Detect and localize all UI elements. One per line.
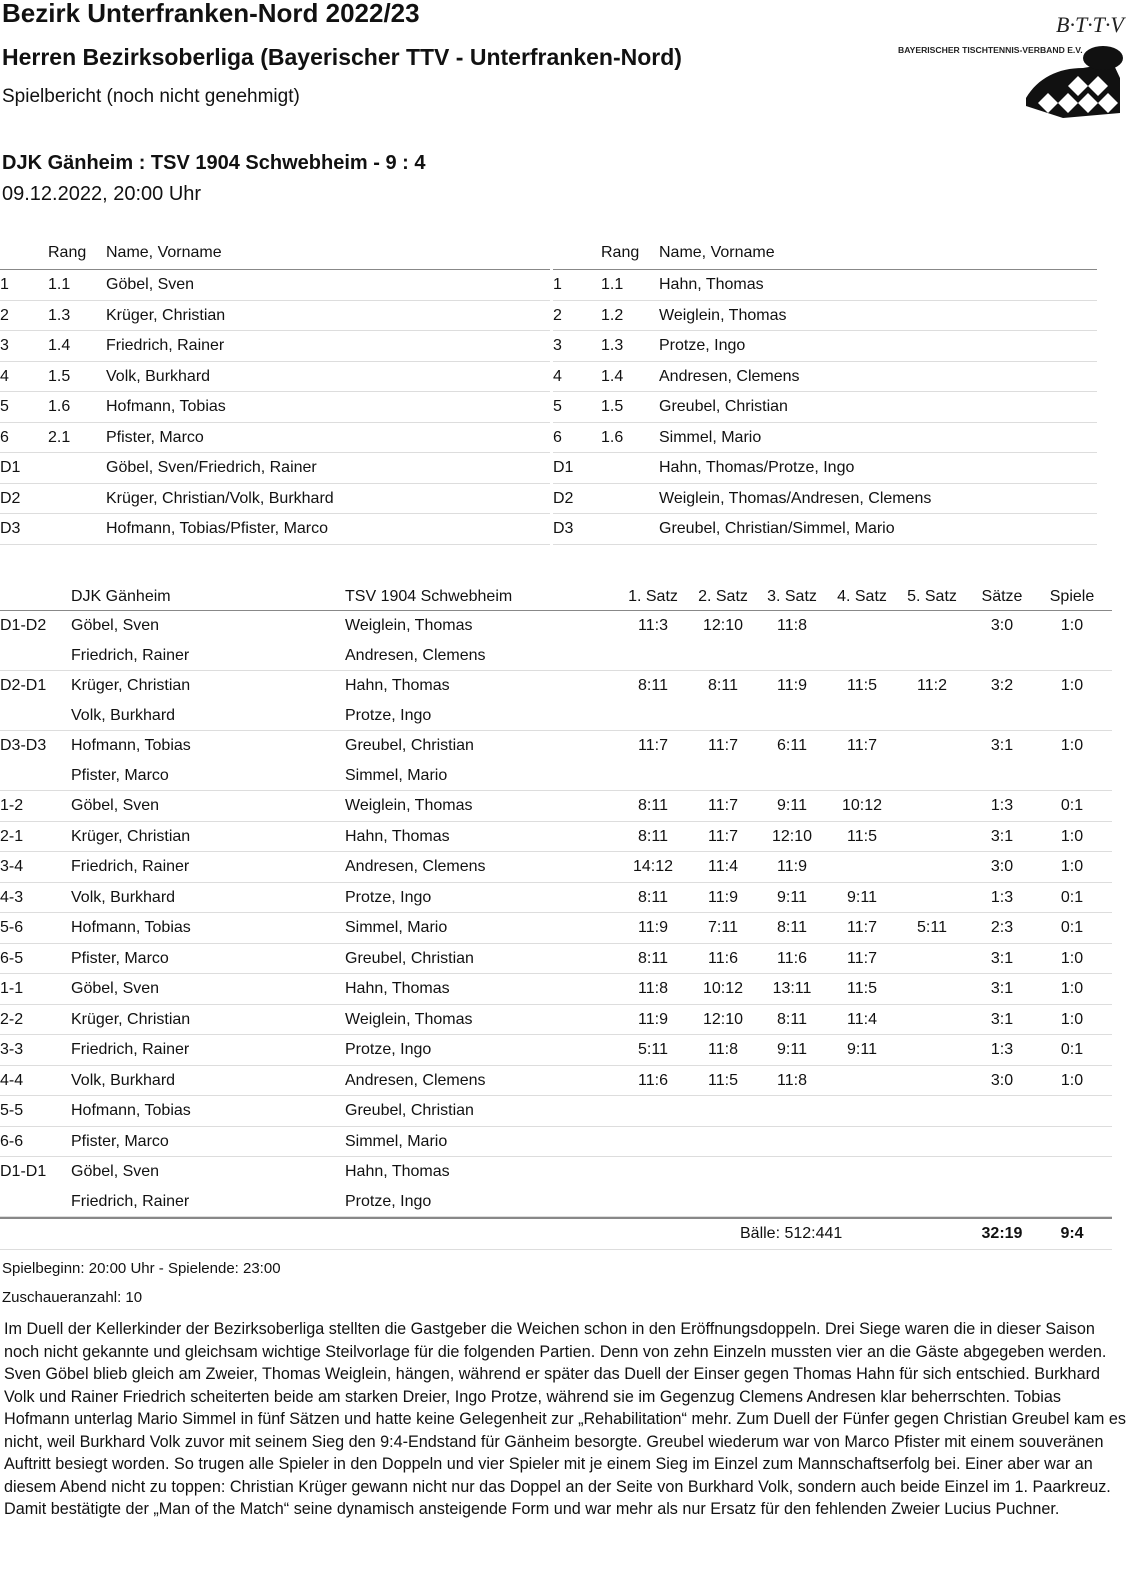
lineup-rank: 1.6: [48, 398, 71, 415]
lineup-name: Pfister, Marco: [106, 428, 204, 446]
match-line: [0, 1005, 1112, 1035]
lineup-rank: 1.1: [48, 276, 71, 293]
set-score-1: 11:3: [638, 617, 668, 634]
spiele-result: 1:0: [1060, 1010, 1084, 1028]
set-score-3: 11:6: [777, 949, 807, 967]
away-player: Weiglein, Thomas: [345, 797, 473, 814]
total-sets: 32:19: [981, 1225, 1023, 1242]
saetze-result: 3:0: [990, 1071, 1014, 1089]
header-set-4: 4. Satz: [837, 588, 887, 605]
match-report-text: Im Duell der Kellerkinder der Bezirksoberliga stellten die Gastgeber die Weichen schon in den Eröffnungsdoppeln. Drei Siege waren die in dieser Saison noch nicht gekannte und gleichsam wichtige Steilvorlage für die folgenden Partien. Denn von zehn Einzeln mussten vier an die Gäste abgegeben werden. Sven Göbel blieb gleich am Zweier, Thomas Weiglein, hängen, während er später das Duell der Einser gegen Thomas Hahn für sich entschied. Burkhard Volk und Rainer Friedrich scheiterten beide am starken Dreier, Ingo Protze, während sie im Gegenzug Clemens Andresen klar beherrschten. Tobias Hofmann unterlag Mario Simmel in fünf Sätzen und hatte keine Gelegenheit zur „Rehabilitation“ mehr. Zum Duell der Fünfer gegen Christian Greubel kam es nicht, weil Burkhard Volk zuvor mit seinem Sieg den 9:4-Endstand für Gänheim besorgte. Greubel wiederum war von Marco Pfister mit einem souveränen Auftritt besiegt worden. So trugen alle Spieler in den Doppeln und vier Spieler mit je einem Sieg im Einzel zum Mannschaftserfolg bei. Einer aber war an diesem Abend nicht zu toppen: Christian Krüger gewann nicht nur das Doppel an der Seite von Burkhard Volk, sondern auch beide Einzel im 1. Paarkreuz. Damit bestätigte der „Man of the Match“ seine dynamisch ansteigende Form und war mehr als nur Ersatz für den fehlenden Zweier Lucius Puchner.: [4, 1320, 1127, 1518]
set-score-3: 8:11: [777, 1010, 807, 1028]
match-line: [0, 944, 1112, 974]
set-score-1: 11:7: [638, 737, 668, 754]
match-row: [0, 974, 1112, 1005]
home-player: Krüger, Christian: [71, 677, 191, 694]
lineup-name: Greubel, Christian: [659, 398, 788, 415]
lineup-name: Friedrich, Rainer: [106, 337, 225, 354]
set-score-2: 7:11: [708, 919, 738, 936]
match-table-header: [0, 582, 1112, 611]
away-player: Hahn, Thomas: [345, 980, 450, 997]
saetze-result: 2:3: [990, 919, 1014, 936]
away-player: Simmel, Mario: [345, 766, 448, 784]
col-name: Name, Vorname: [659, 244, 775, 261]
lineup-rank: 1.5: [48, 367, 71, 385]
lineup-pos: D1: [0, 459, 21, 476]
match-code: 4-4: [0, 1071, 24, 1089]
set-score-5: 11:2: [917, 677, 947, 694]
match-line: [0, 1157, 1112, 1187]
lineup-row: [0, 423, 550, 454]
header-away-team: TSV 1904 Schwebheim: [345, 588, 513, 605]
lineup-row: [553, 331, 1097, 362]
header-saetze: Sätze: [981, 588, 1023, 605]
logo-letters: B·T·T·V: [1056, 12, 1124, 37]
lineup-row: [0, 392, 550, 423]
set-score-3: 6:11: [777, 737, 807, 754]
set-score-2: 11:7: [708, 797, 738, 814]
header-set-1: 1. Satz: [628, 588, 678, 605]
match-line: [0, 611, 1112, 641]
lineup-name: Weiglein, Thomas: [659, 306, 787, 324]
match-line: [0, 701, 1112, 731]
lineup-name: Hofmann, Tobias/Pfister, Marco: [106, 520, 329, 537]
match-rows: [0, 611, 1112, 1217]
lineup-pos: D2: [0, 489, 21, 507]
set-score-1: 8:11: [638, 949, 668, 967]
away-player: Simmel, Mario: [345, 919, 448, 936]
header-spiele: Spiele: [1049, 588, 1095, 605]
home-player: Pfister, Marco: [71, 949, 169, 967]
lineup-row: [0, 484, 550, 515]
match-times: Spielbeginn: 20:00 Uhr - Spielende: 23:00: [2, 1260, 281, 1277]
match-code: D2-D1: [0, 677, 47, 694]
spiele-result: 1:0: [1060, 980, 1084, 997]
match-row: [0, 671, 1112, 731]
home-player: Göbel, Sven: [71, 980, 160, 997]
set-score-4: 11:5: [847, 827, 877, 845]
spiele-result: 1:0: [1060, 617, 1084, 634]
home-player: Volk, Burkhard: [71, 888, 176, 906]
lineup-row: [553, 362, 1097, 393]
match-line: [0, 1035, 1112, 1065]
match-line: [0, 671, 1112, 701]
home-player: Friedrich, Rainer: [71, 1192, 190, 1210]
home-player: Hofmann, Tobias: [71, 737, 191, 754]
lineup-rank: 1.2: [601, 306, 624, 324]
col-name: Name, Vorname: [106, 244, 222, 261]
set-score-4: 11:4: [847, 1010, 877, 1028]
lineup-row: [553, 514, 1097, 545]
match-row: [0, 1066, 1112, 1097]
home-player: Pfister, Marco: [71, 1132, 169, 1150]
lineup-row: [553, 301, 1097, 332]
away-player: Weiglein, Thomas: [345, 617, 473, 634]
lineup-row: [553, 423, 1097, 454]
set-score-4: 9:11: [847, 888, 877, 906]
saetze-result: 1:3: [990, 888, 1014, 906]
page-title: Bezirk Unterfranken-Nord 2022/23: [2, 0, 420, 28]
spiele-result: 0:1: [1060, 888, 1084, 906]
report-status: Spielbericht (noch nicht genehmigt): [2, 86, 300, 107]
match-code: 1-2: [0, 797, 24, 814]
set-score-4: 11:7: [847, 919, 877, 936]
set-score-3: 8:11: [777, 919, 807, 936]
lineup-name: Greubel, Christian/Simmel, Mario: [659, 520, 895, 537]
set-score-2: 11:7: [708, 737, 738, 754]
lineup-name: Andresen, Clemens: [659, 367, 800, 385]
lineup-pos: 6: [553, 428, 562, 446]
home-player: Friedrich, Rainer: [71, 858, 190, 875]
home-player: Krüger, Christian: [71, 827, 191, 845]
set-score-1: 8:11: [638, 827, 668, 845]
lineup-pos: 1: [0, 276, 9, 293]
set-score-3: 11:8: [777, 617, 807, 634]
lineup-name: Weiglein, Thomas/Andresen, Clemens: [659, 489, 932, 507]
lineup-pos: 4: [0, 367, 9, 385]
set-score-4: 10:12: [841, 797, 883, 814]
match-code: 3-4: [0, 858, 24, 875]
match-code: 6-6: [0, 1132, 24, 1150]
set-score-4: 11:7: [847, 949, 877, 967]
lineup-pos: 3: [553, 337, 562, 354]
set-score-2: 12:10: [702, 617, 744, 634]
lineup-pos: 5: [0, 398, 9, 415]
away-player: Andresen, Clemens: [345, 858, 486, 875]
away-player: Greubel, Christian: [345, 1102, 474, 1119]
spiele-result: 1:0: [1060, 677, 1084, 694]
away-lineup-header: [553, 238, 1097, 270]
lineup-row: [0, 270, 550, 301]
set-score-1: 11:6: [638, 1071, 668, 1089]
match-code: 5-5: [0, 1102, 24, 1119]
lineup-row: [0, 301, 550, 332]
home-player: Göbel, Sven: [71, 1163, 160, 1180]
lineup-rank: 1.6: [601, 428, 624, 446]
lineup-name: Göbel, Sven/Friedrich, Rainer: [106, 459, 317, 476]
home-player: Hofmann, Tobias: [71, 1102, 191, 1119]
set-score-2: 12:10: [702, 1010, 744, 1028]
match-row: [0, 1035, 1112, 1066]
away-player: Hahn, Thomas: [345, 1163, 450, 1180]
lineup-pos: 2: [0, 306, 9, 324]
lineup-row: [553, 484, 1097, 515]
spiele-result: 1:0: [1060, 858, 1084, 875]
match-code: 3-3: [0, 1041, 24, 1058]
lineup-rank: 1.5: [601, 398, 624, 415]
match-line: [0, 1187, 1112, 1217]
lineup-rank: 1.3: [601, 337, 624, 354]
spiele-result: 1:0: [1060, 949, 1084, 967]
saetze-result: 3:1: [990, 827, 1014, 845]
logo-text: BAYERISCHER TISCHTENNIS-VERBAND E.V.: [898, 45, 1083, 55]
home-player: Hofmann, Tobias: [71, 919, 191, 936]
spiele-result: 1:0: [1060, 737, 1084, 754]
match-row: [0, 1127, 1112, 1158]
lineup-name: Hahn, Thomas/Protze, Ingo: [659, 459, 855, 476]
totals-row: [0, 1217, 1112, 1250]
match-row: [0, 791, 1112, 822]
set-score-2: 10:12: [702, 980, 744, 997]
spiele-result: 0:1: [1060, 919, 1084, 936]
match-datetime: 09.12.2022, 20:00 Uhr: [2, 183, 202, 205]
home-player: Göbel, Sven: [71, 617, 160, 634]
match-line: [0, 974, 1112, 1004]
set-score-2: 8:11: [708, 677, 738, 694]
home-player: Friedrich, Rainer: [71, 646, 190, 664]
lineup-pos: D2: [553, 489, 574, 507]
saetze-result: 1:3: [990, 797, 1014, 814]
away-player: Hahn, Thomas: [345, 677, 450, 694]
match-row: [0, 913, 1112, 944]
saetze-result: 3:2: [990, 677, 1014, 694]
set-score-1: 5:11: [638, 1041, 668, 1058]
set-score-4: 9:11: [847, 1041, 877, 1058]
match-code: D1-D1: [0, 1163, 47, 1180]
header-set-2: 2. Satz: [698, 588, 748, 605]
match-line: [0, 1066, 1112, 1096]
home-player: Volk, Burkhard: [71, 1071, 176, 1089]
home-player: Friedrich, Rainer: [71, 1041, 190, 1058]
set-score-1: 8:11: [638, 888, 668, 906]
lineup-name: Krüger, Christian: [106, 306, 226, 324]
set-score-2: 11:6: [708, 949, 738, 967]
lineup-name: Krüger, Christian/Volk, Burkhard: [106, 489, 334, 507]
match-line: [0, 883, 1112, 913]
match-row: [0, 822, 1112, 853]
set-score-3: 11:8: [777, 1071, 807, 1089]
match-code: 1-1: [0, 980, 24, 997]
match-row: [0, 1096, 1112, 1127]
total-balls: Bälle: 512:441: [740, 1225, 843, 1242]
match-line: [0, 1127, 1112, 1157]
spiele-result: 0:1: [1060, 1041, 1084, 1058]
lineup-rank: 1.3: [48, 306, 71, 324]
saetze-result: 3:1: [990, 980, 1014, 997]
lineup-row: [553, 270, 1097, 301]
match-row: [0, 944, 1112, 975]
set-score-1: 11:9: [638, 1010, 668, 1028]
away-lineup: [553, 238, 1097, 545]
set-score-1: 11:8: [638, 980, 668, 997]
saetze-result: 1:3: [990, 1041, 1014, 1058]
home-player: Göbel, Sven: [71, 797, 160, 814]
spiele-result: 1:0: [1060, 827, 1084, 845]
away-player: Protze, Ingo: [345, 1041, 432, 1058]
saetze-result: 3:1: [990, 1010, 1014, 1028]
set-score-1: 8:11: [638, 677, 668, 694]
match-row: [0, 611, 1112, 671]
total-games: 9:4: [1060, 1225, 1084, 1242]
lineup-row: [0, 331, 550, 362]
match-line: [0, 731, 1112, 761]
set-score-3: 11:9: [777, 677, 807, 694]
match-code: D3-D3: [0, 737, 47, 754]
match-line: [0, 641, 1112, 671]
set-score-3: 9:11: [777, 797, 807, 814]
away-player: Andresen, Clemens: [345, 646, 486, 664]
set-score-4: 11:5: [847, 677, 877, 694]
saetze-result: 3:0: [990, 617, 1014, 634]
match-line: [0, 1096, 1112, 1126]
lineup-pos: D1: [553, 459, 574, 476]
match-code: D1-D2: [0, 617, 47, 634]
match-code: 4-3: [0, 888, 24, 906]
match-row: [0, 883, 1112, 914]
lineup-rank: 1.4: [48, 337, 71, 354]
saetze-result: 3:1: [990, 737, 1014, 754]
spiele-result: 0:1: [1060, 797, 1084, 814]
lineup-rank: 1.4: [601, 367, 624, 385]
set-score-3: 12:10: [771, 827, 813, 845]
match-title: DJK Gänheim : TSV 1904 Schwebheim - 9 : 4: [2, 152, 426, 174]
saetze-result: 3:1: [990, 949, 1014, 967]
away-lineup-rows: [553, 270, 1097, 545]
away-player: Protze, Ingo: [345, 888, 432, 906]
lineup-row: [0, 514, 550, 545]
match-line: [0, 822, 1112, 852]
set-score-2: 11:4: [708, 858, 738, 875]
away-player: Protze, Ingo: [345, 1192, 432, 1210]
lineup-pos: 2: [553, 306, 562, 324]
lineup-pos: 5: [553, 398, 562, 415]
match-row: [0, 852, 1112, 883]
match-line: [0, 791, 1112, 821]
set-score-5: 5:11: [917, 919, 947, 936]
set-score-4: 11:7: [847, 737, 877, 754]
home-player: Pfister, Marco: [71, 766, 169, 784]
away-player: Protze, Ingo: [345, 706, 432, 724]
away-player: Simmel, Mario: [345, 1132, 448, 1150]
away-player: Weiglein, Thomas: [345, 1010, 473, 1028]
lineup-rank: 2.1: [48, 428, 71, 446]
away-player: Andresen, Clemens: [345, 1071, 486, 1089]
lineup-name: Hahn, Thomas: [659, 276, 764, 293]
match-line: [0, 852, 1112, 882]
home-lineup: [0, 238, 550, 545]
set-score-3: 9:11: [777, 888, 807, 906]
set-score-1: 11:9: [638, 919, 668, 936]
home-player: Volk, Burkhard: [71, 706, 176, 724]
bttv-logo: [898, 8, 1126, 120]
home-lineup-header: [0, 238, 550, 270]
spectator-count: Zuschaueranzahl: 10: [2, 1289, 143, 1306]
match-code: 2-2: [0, 1010, 24, 1028]
col-rank: Rang: [601, 244, 640, 261]
header-set-5: 5. Satz: [907, 588, 957, 605]
match-code: 6-5: [0, 949, 24, 967]
header-home-team: DJK Gänheim: [71, 588, 171, 605]
set-score-3: 13:11: [772, 980, 812, 997]
set-score-3: 11:9: [777, 858, 807, 875]
set-score-2: 11:5: [708, 1071, 738, 1089]
lineup-row: [553, 392, 1097, 423]
lineup-rank: 1.1: [601, 276, 624, 293]
away-player: Hahn, Thomas: [345, 827, 450, 845]
set-score-4: 11:5: [847, 980, 877, 997]
match-line: [0, 913, 1112, 943]
match-row: [0, 731, 1112, 791]
match-code: 2-1: [0, 827, 24, 845]
match-row: [0, 1005, 1112, 1036]
lineup-name: Volk, Burkhard: [106, 367, 211, 385]
lineup-pos: D3: [0, 520, 21, 537]
saetze-result: 3:0: [990, 858, 1014, 875]
match-line: [0, 761, 1112, 791]
set-score-1: 8:11: [638, 797, 668, 814]
lineup-name: Göbel, Sven: [106, 276, 195, 293]
lineup-pos: D3: [553, 520, 574, 537]
spiele-result: 1:0: [1060, 1071, 1084, 1089]
lineup-pos: 3: [0, 337, 9, 354]
set-score-2: 11:9: [708, 888, 738, 906]
match-row: [0, 1157, 1112, 1217]
header-set-3: 3. Satz: [767, 588, 817, 605]
home-player: Krüger, Christian: [71, 1010, 191, 1028]
lineup-name: Protze, Ingo: [659, 337, 746, 354]
home-lineup-rows: [0, 270, 550, 545]
league-title: Herren Bezirksoberliga (Bayerischer TTV - Unterfranken-Nord): [2, 44, 682, 70]
col-rank: Rang: [48, 244, 87, 261]
lineup-pos: 6: [0, 428, 9, 446]
set-score-1: 14:12: [632, 858, 674, 875]
lineup-row: [0, 362, 550, 393]
set-score-2: 11:8: [708, 1041, 738, 1058]
match-table: [0, 582, 1112, 1250]
set-score-2: 11:7: [708, 827, 738, 845]
away-player: Greubel, Christian: [345, 737, 474, 754]
lineup-pos: 4: [553, 367, 562, 385]
lineup-name: Simmel, Mario: [659, 428, 762, 446]
lineup-row: [553, 453, 1097, 484]
set-score-3: 9:11: [777, 1041, 807, 1058]
match-code: 5-6: [0, 919, 24, 936]
lineup-name: Hofmann, Tobias: [106, 398, 226, 415]
lineup-pos: 1: [553, 276, 562, 293]
lineup-row: [0, 453, 550, 484]
away-player: Greubel, Christian: [345, 949, 474, 967]
